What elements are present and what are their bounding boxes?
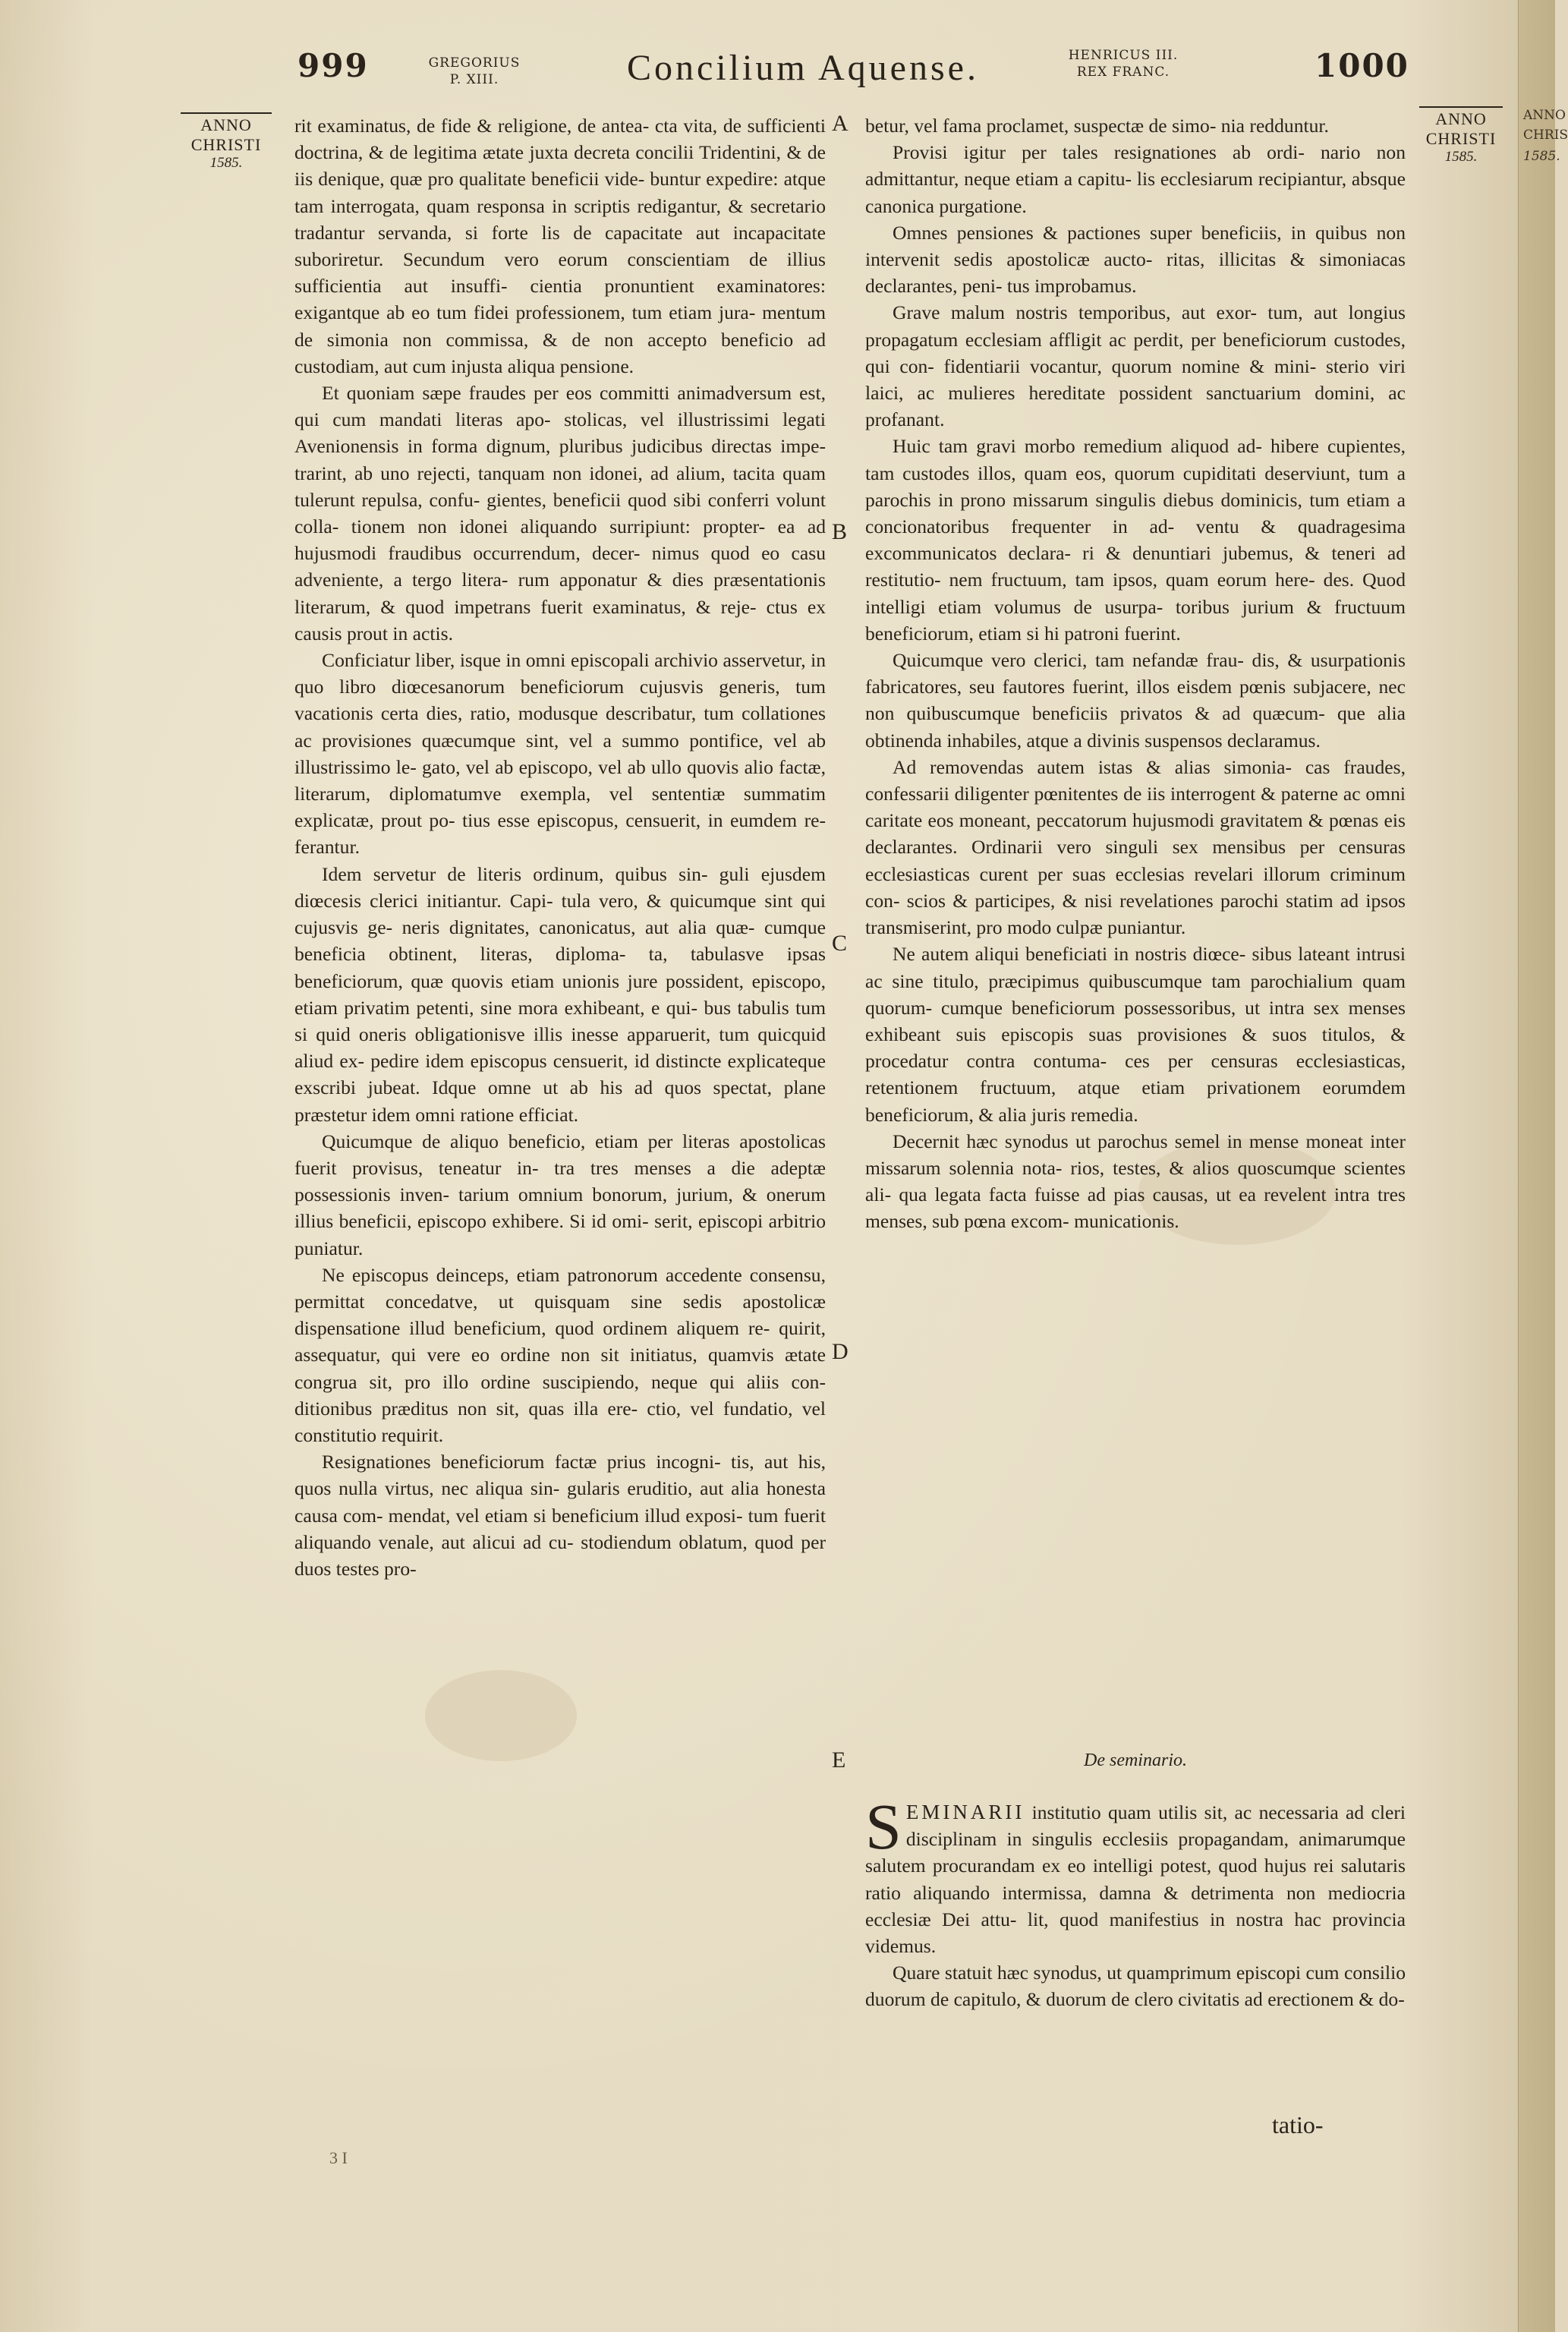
margin-year: 1585. [209, 155, 243, 171]
next-page-edge [1518, 0, 1568, 2332]
section-heading: De seminario. [1084, 1751, 1187, 1770]
running-head-pope-name: GREGORIUS [428, 55, 521, 71]
paragraph [865, 1790, 1406, 1959]
signature-mark: 3 I [329, 2148, 348, 2167]
running-head-pope [425, 55, 524, 88]
paragraph: rit examinatus, de fide & religione, de antea- cta vita, de sufficienti doctrina, & de legitima ætate juxta decreta concilii Tridentini, & de iis denique, quæ pro qualitate beneficii vide- buntur expedire: atque tam interrogata, quam responsa in scriptis redigantur, & secretario tradantur servanda, si forte lis de capacitate aut incapacitate suboriretur. Secundum vero eorum conscientiam de illius sufficientia aut insuffi- cientia pronuntient examinatores: exigantque ab eo tum fidei professionem, tum etiam jura- mentum de simonia non commissa, & de non accepto beneficio ad custodiam, aut cum injusta aliqua pensione. [294, 115, 826, 377]
section-letter-d: D [832, 1339, 849, 1364]
paragraph: Quicumque de aliquo beneficio, etiam per literas apostolicas fuerit provisus, teneatur in- tra tres menses a die adeptæ possessionis inven- tarium omnium bonorum, jurium, & onerum illius beneficii, episcopo exhibere. Si id omi- serit, episcopi arbitrio puniatur. [294, 1130, 826, 1259]
first-word: EMINARII [905, 1801, 1025, 1823]
paragraph: Et quoniam sæpe fraudes per eos committi animadversum est, qui cum mandati literas apo- stolicas, vel illustrissimi legati Avenionensis in forma dignum, pluribus judicibus directas impe- trarint, ab uno rejecti, tanquam non idonei, ad alium, tacita quam tulerunt repulsa, confu- gientes, beneficii quod sibi conferri volunt colla- tionem non idonei aliquando surripiunt: propter- ea ad hujusmodi fraudibus occurrendum, decer- nimus quod eo casu adveniente, a tergo litera- rum apponatur & dies præsentationis literarum, & quod impetrans fuerit examinatus, & reje- ctus ex causis prout in actis. [294, 382, 826, 644]
margin-year: 1585. [1444, 149, 1478, 165]
paragraph: Provisi igitur per tales resignationes ab ordi- nario non admittantur, neque etiam a capitu- lis ecclesiarum recipiantur, absque canonica purgatione. [865, 141, 1406, 217]
page-title: Concilium Aquense. [627, 48, 979, 88]
margin-anno: ANNO [1419, 106, 1503, 129]
paragraph: Ne autem aliqui beneficiati in nostris diœce- sibus lateant intrusi ac sine titulo, præcipimus quibuscumque tam parochialium quam quorum- cumque beneficiorum possessoribus, ut intra sex menses exhibeant suis episcopis suas provisiones & suos titulos, & procedatur contra contuma- ces per censuras ecclesiasticas, retentionem fructuum, atque etiam privationem eorumdem beneficiorum, & alia juris remedia. [865, 943, 1406, 1126]
left-text-column [294, 112, 826, 1582]
margin-anno: ANNO [181, 112, 272, 135]
paragraph: Ad removendas autem istas & alias simonia- cas fraudes, confessarii diligenter pœnitentes de iis interrogent & paterne ac omni caritate eos moneant, peccatorum hujusmodi gravitatem & pœnas eis declarantes. Ordinarii vero singuli sex mensibus per censuras ecclesiasticas curent per suas ecclesias revelari illorum criminum con- scios & participes, & nisi revelationes parochi statim ad ipsos transmiserint, pro modo culpæ puniantur. [865, 755, 1406, 939]
paragraph: Quicumque vero clerici, tam nefandæ frau- dis, & usurpationis fabricatores, seu fautores fuerint, illos eisdem pœnis subjacere, nec non quibuscumque beneficiis privatos & ad quæcum- que alia obtinenda inhabiles, atque a divinis suspensos declaramus. [865, 649, 1406, 752]
edge-fragment-christi: CHRIS [1523, 128, 1568, 143]
paragraph-text: institutio quam utilis sit, ac necessaria ad cleri disciplinam in singulis ecclesiis propagandam, animarumque salutem procurandam ex eo intelligi potest, quod hujus rei salutaris ratio aliquando intermissa, damna & detrimenta non mediocria ecclesiæ Dei attu- lit, quod manifestius in nostra hac provincia videmus. [865, 1801, 1406, 1958]
drop-cap: S [865, 1790, 902, 1863]
running-head-king-name: HENRICUS III. [1068, 48, 1179, 63]
running-head-king-title: REX FRANC. [1076, 65, 1170, 80]
paragraph: betur, vel fama proclamet, suspectæ de simo- nia redduntur. [865, 115, 1329, 137]
running-head-pope-number: P. XIII. [449, 72, 499, 87]
folio-right: 1000 [1315, 47, 1409, 84]
paragraph: Resignationes beneficiorum factæ prius incogni- tis, aut his, quos nulla virtus, nec aliqua sin- gularis eruditio, aut alia honesta causa com- mendat, vel etiam si beneficium illud exposi- tum fuerit aliquando venale, aut alicui ad cu- stodiendum oblatum, quod per duos testes pro- [294, 1451, 826, 1580]
right-text-column [865, 112, 1406, 1235]
folio-left: 999 [298, 47, 369, 84]
catchword: tatio- [1272, 2111, 1324, 2138]
margin-christi: CHRISTI [190, 135, 262, 154]
section-letter-a: A [832, 111, 849, 136]
paragraph: Idem servetur de literis ordinum, quibus sin- guli ejusdem diœcesis clerici initiantur. Capi- tula vero, & quicumque sint qui cujusvis ge- neris dignitates, canonicatus, aut alia quæ- cumque beneficia obtinent, literas, diploma- ta, tabulasve ipsas beneficiorum, quæ quovis etiam unionis jure possident, episcopo, etiam privatim petenti, sine mora exhibeant, e qui- bus tabulis tum si quid oneris obligationisve illis inesse apparuerit, tum quicquid aliud ex- pedire idem episcopus censuerit, id distincte explicateque exscribi jubeat. Idque omne ut ab his ad quos spectat, plane præstetur idem omni ratione efficiat. [294, 862, 826, 1126]
paragraph: Conficiatur liber, isque in omni episcopali archivio asservetur, in quo libro diœcesanorum beneficiorum cujusvis generis, tum vacationis certa dies, ratio, modusque describatur, tum collationes ac provisiones quæcumque sint, vel a summo pontifice, vel ab illustrissimo le- gato, vel ab episcopo, vel ab ullo quovis alio factæ, literarum, diplomatumve exempla, vel sententiæ summatim explicatæ, prout po- tius esse episcopus, censuerit, in eumdem re- ferantur. [294, 649, 826, 859]
paper-stain [425, 1670, 577, 1761]
section-letter-b: B [832, 519, 848, 544]
edge-fragment-anno: ANNO [1523, 108, 1566, 123]
section-letter-c: C [832, 931, 848, 956]
paragraph: Quare statuit hæc synodus, ut quamprimum episcopi cum consilio duorum de capitulo, & duorum de clero civitatis ad erectionem & do- [865, 1962, 1406, 2011]
margin-note-left [181, 112, 272, 172]
paragraph: Omnes pensiones & pactiones super beneficiis, in quibus non intervenit sedis apostolicæ aucto- ritas, illicitas & simoniacas declarantes, peni- tus improbamus. [865, 221, 1406, 298]
margin-christi: CHRISTI [1425, 129, 1497, 148]
paragraph: Ne episcopus deinceps, etiam patronorum accedente consensu, permittat concedatve, ut quisquam sine sedis apostolicæ dispensatione illud beneficium, quod ordinem aliquem re- quirit, assequatur, qui vere eo ordine non sit initiatus, quamvis ætate congrua sit, pro illo ordine suscipiendo, neque qui aliis con- ditionibus præditus non sit, quas illa ere- ctio, vel fundatio, vel constitutio requirit. [294, 1263, 826, 1446]
paragraph: Grave malum nostris temporibus, aut exor- tum, aut longius propagatum ecclesiam affligit ac perdit, per beneficiorum custodes, qui con- fidentiarii vocantur, quorum nomine & mini- sterio viri laici, ac mulieres hereditate possident sanctuarium domini, ac profanant. [865, 301, 1406, 431]
seminary-section [865, 1790, 1406, 2013]
edge-fragment-year: 1585. [1523, 149, 1560, 164]
running-head-king [1063, 47, 1184, 80]
section-letter-e: E [832, 1747, 846, 1773]
margin-note-right [1419, 106, 1503, 165]
paragraph: Decernit hæc synodus ut parochus semel in mense moneat inter missarum solennia nota- rios, testes, & alios quoscumque scientes ali- qua legata facta fuisse ad pias causas, ut ea revelent intra tres menses, sub pœna excom- municationis. [865, 1130, 1406, 1233]
paragraph: Huic tam gravi morbo remedium aliquod ad- hibere cupientes, tam custodes illos, quam eos, quorum cupiditati deserviunt, tum a parochis in prono missarum singulis diebus dominicis, tum etiam a concionatoribus frequenter in ad- ventu & quadragesima excommunicatos declara- ri & denuntiari jubemus, & teneri ad restitutio- nem fructuum, tam ipsos, quam eorum here- des. Quod intelligi etiam volumus de usurpa- toribus jurium & fructuum beneficiorum, etiam si hi patroni fuerint. [865, 435, 1406, 644]
